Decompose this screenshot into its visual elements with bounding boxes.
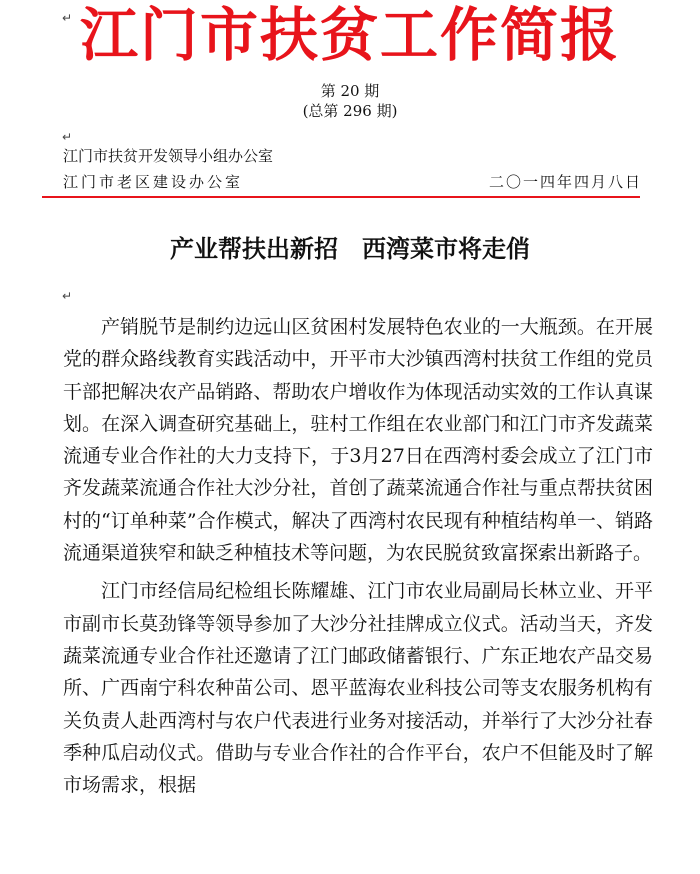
paragraph-mark: ↵ [62, 130, 73, 144]
office-name-1: 江门市扶贫开发领导小组办公室 [63, 147, 274, 165]
article-paragraph: 江门市经信局纪检组长陈耀雄、江门市农业局副局长林立业、开平市副市长莫劲锋等领导参加了大沙分社挂牌成立仪式。活动当天，齐发蔬菜流通专业合作社还邀请了江门邮政储蓄银行、广东正地农产品交易所、广西南宁科农种苗公司、恩平蓝海农业科技公司等支农服务机构有关负责人赴西湾村与农户代表进行业务对接活动，并举行了大沙分社春季种瓜启动仪式。借助与专业合作社的合作平台，农户不但能及时了解市场需求，根据 [63, 580, 653, 797]
article-title: 产业帮扶出新招 西湾菜市将走俏 [170, 235, 530, 263]
office-name-2: 江门市老区建设办公室 [63, 173, 244, 191]
issue-number: 第 20 期 [320, 82, 380, 100]
article-body [63, 311, 653, 801]
article-paragraph: 产销脱节是制约边远山区贫困村发展特色农业的一大瓶颈。在开展党的群众路线教育实践活动中，开平市大沙镇西湾村扶贫工作组的党员干部把解决农产品销路、帮助农户增收作为体现活动实效的工作认真谋划。在深入调查研究基础上，驻村工作组在农业部门和江门市齐发蔬菜流通专业合作社的大力支持下，于3月27日在西湾村委会成立了江门市齐发蔬菜流通合作社大沙分社，首创了蔬菜流通合作社与重点帮扶贫困村的“订单种菜”合作模式，解决了西湾村农民现有种植结构单一、销路流通渠道狭窄和缺乏种植技术等问题，为农民脱贫致富探索出新路子。 [63, 316, 653, 565]
masthead-title: 江门市扶贫工作简报 [79, 1, 620, 69]
paragraph-mark: ↵ [62, 11, 73, 25]
total-issue-number: (总第 296 期) [302, 102, 398, 120]
issue-date: 二〇一四年四月八日 [488, 173, 642, 191]
paragraph-mark: ↵ [62, 289, 73, 303]
header-divider [42, 196, 640, 198]
